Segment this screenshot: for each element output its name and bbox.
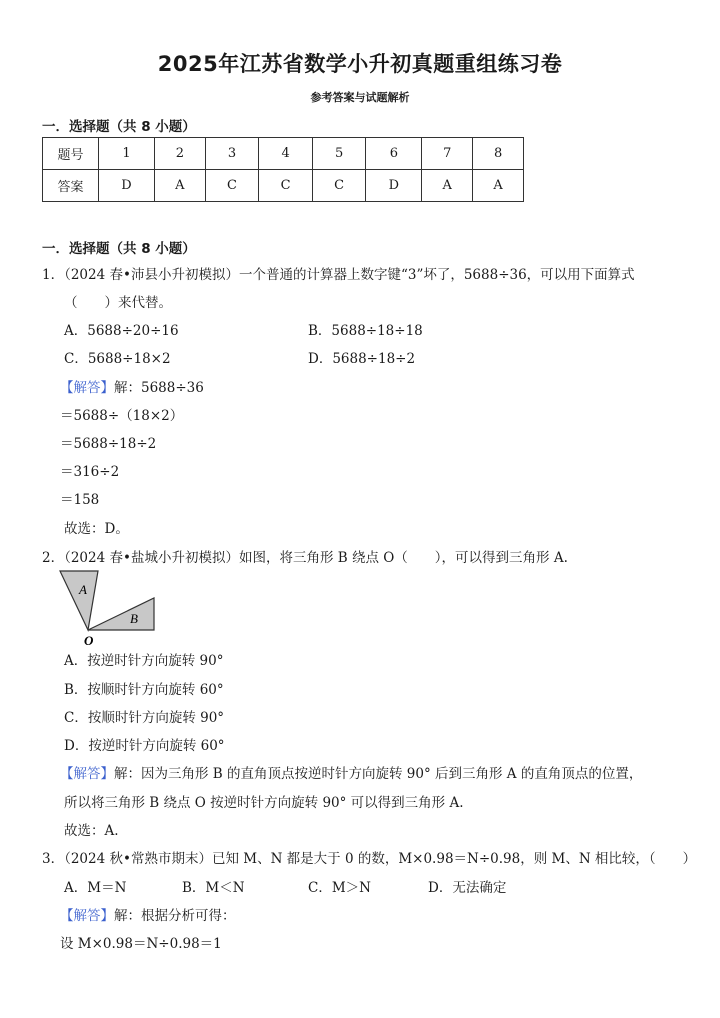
table-cell-number: 7 [422, 138, 473, 170]
q1-solution-text: 解：5688÷36 [114, 380, 204, 396]
q1-choose: 故选：D。 [64, 521, 129, 537]
q2-option-b: B．按顺时针方向旋转 60° [64, 682, 224, 698]
q1-option-b: B．5688÷18÷18 [308, 323, 423, 339]
page-title: 2025年江苏省数学小升初真题重组练习卷 [157, 52, 563, 76]
q1-stem-line1: 1．（2024 春•沛县小升初模拟）一个普通的计算器上数字键“3”坏了，5688÷36，可以用下面算式 [42, 267, 635, 283]
table-row-answers [43, 170, 524, 202]
table-cell-answer: C [312, 170, 366, 202]
q2-solution-text: 解：因为三角形 B 的直角顶点按逆时针方向旋转 90° 后到三角形 A 的直角顶点的位置， [114, 766, 643, 782]
q2-solution-line1 [60, 765, 642, 783]
table-cell-answer: C [259, 170, 313, 202]
table-header-label: 题号 [43, 138, 99, 170]
table-cell-number: 6 [366, 138, 422, 170]
table-row-numbers [43, 138, 524, 170]
q1-jieda-label: 【解答】 [60, 380, 114, 396]
section-heading-answers: 一．选择题（共 8 小题） [42, 119, 196, 135]
q2-stem: 2．（2024 春•盐城小升初模拟）如图，将三角形 B 绕点 O（ ），可以得到三角形 A. [42, 550, 568, 566]
table-answer-label: 答案 [43, 170, 99, 202]
q1-stem-line2: （ ）来代替。 [64, 295, 172, 311]
q1-option-d: D．5688÷18÷2 [308, 351, 416, 367]
q1-solution-line2: ＝5688÷（18×2） [60, 408, 184, 424]
q3-solution-text: 解：根据分析可得： [114, 908, 236, 924]
section-heading-questions: 一．选择题（共 8 小题） [42, 241, 196, 257]
q1-solution-line3: ＝5688÷18÷2 [60, 436, 157, 452]
q3-stem: 3．（2024 秋•常熟市期末）已知 M、N 都是大于 0 的数，M×0.98＝N÷0.98，则 M、N 相比较，（ ） [42, 851, 697, 867]
q1-solution-line5: ＝158 [60, 492, 100, 508]
q3-option-c: C．M＞N [308, 880, 371, 896]
q2-choose: 故选：A. [64, 823, 119, 839]
table-cell-number: 3 [205, 138, 259, 170]
table-cell-number: 4 [259, 138, 313, 170]
q1-option-c: C．5688÷18×2 [64, 351, 171, 367]
label-o: O [84, 633, 94, 648]
q3-solution-line1 [60, 907, 236, 925]
q3-solution-line2: 设 M×0.98＝N÷0.98＝1 [60, 936, 222, 952]
table-cell-answer: A [473, 170, 524, 202]
table-cell-number: 8 [473, 138, 524, 170]
table-cell-number: 1 [99, 138, 155, 170]
q2-option-d: D．按逆时针方向旋转 60° [64, 738, 225, 754]
table-cell-number: 5 [312, 138, 366, 170]
table-cell-answer: C [205, 170, 259, 202]
q2-solution-line2: 所以将三角形 B 绕点 O 按逆时针方向旋转 90° 可以得到三角形 A. [64, 795, 464, 811]
answer-table [42, 137, 524, 202]
table-cell-answer: A [154, 170, 205, 202]
rotation-triangles-figure [58, 568, 162, 648]
q2-option-a: A．按逆时针方向旋转 90° [64, 653, 224, 669]
q2-jieda-label: 【解答】 [60, 766, 114, 782]
q1-option-a: A．5688÷20÷16 [64, 323, 179, 339]
triangle-a [60, 571, 98, 630]
triangle-b [88, 598, 154, 630]
page-subtitle: 参考答案与试题解析 [310, 91, 410, 104]
q3-option-d: D．无法确定 [428, 880, 507, 896]
q3-option-a: A．M＝N [64, 880, 127, 896]
table-cell-number: 2 [154, 138, 205, 170]
q2-option-c: C．按顺时针方向旋转 90° [64, 710, 225, 726]
table-cell-answer: A [422, 170, 473, 202]
q1-solution-line1 [60, 379, 204, 397]
table-cell-answer: D [366, 170, 422, 202]
table-cell-answer: D [99, 170, 155, 202]
label-a: A [79, 582, 87, 597]
q3-jieda-label: 【解答】 [60, 908, 114, 924]
q1-solution-line4: ＝316÷2 [60, 464, 120, 480]
label-b: B [130, 611, 138, 626]
q3-option-b: B．M＜N [182, 880, 245, 896]
